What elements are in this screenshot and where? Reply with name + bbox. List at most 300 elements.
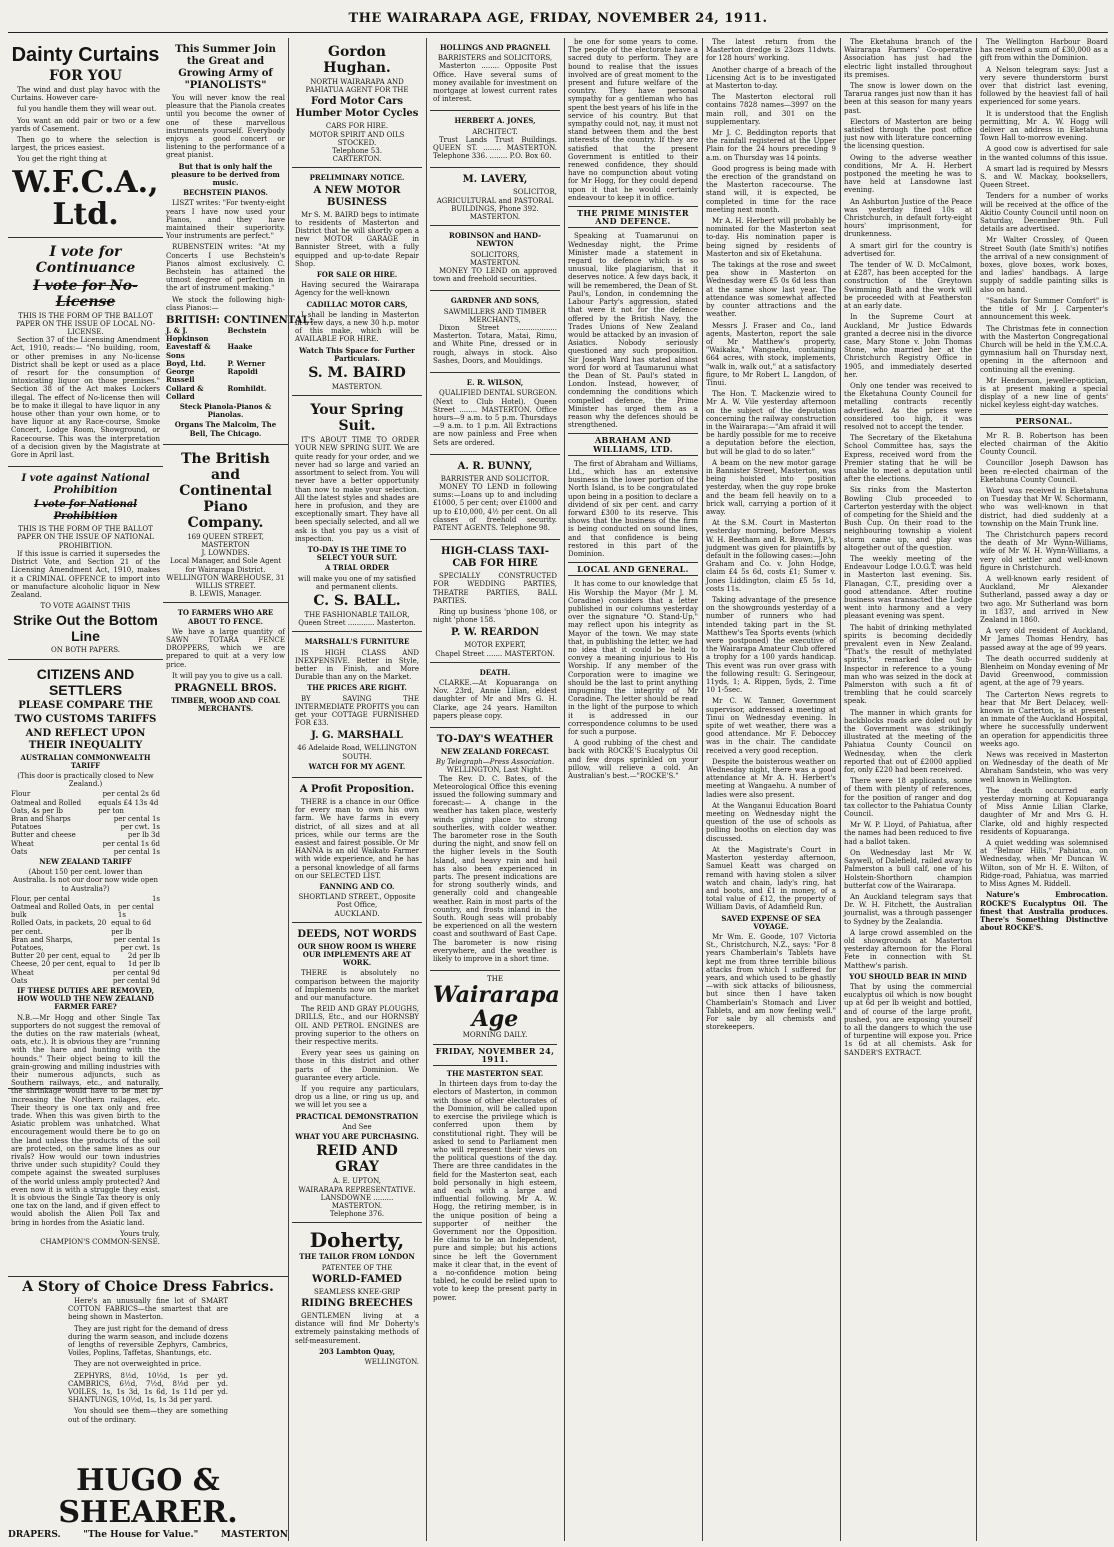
weather-place: WELLINGTON, Last Night.: [446, 766, 544, 775]
leader-continued: be one for some years to come. The people of the electorate have a sacred duty to perform. They are bound to realise that the issues involved are of great moment to the present and future welfare of the country. They have personal sympathy for a gentleman who has spent the best years of his life in the service of his country. But that sympathy could not, nay, it must not stand between them and the best interests of the country. If they are satisfied that the present Government is entitled to their renewed confidence, they should have no compunction about voting for Mr Hogg, for they could depend upon it that he would certainly endeavour to keep it in office.: [568, 38, 698, 202]
news-item: An Ashburton Justice of the Peace was yesterday fined 10s at Christchurch, in default forty-eight hours' imprisonment, for drunkenness.: [844, 197, 972, 239]
vote2-body: If this issue is carried it supersedes the District Vote, and Section 21 of the Licensing Amendment Act, 1910, makes it a CRIMINAL OFFENCE to import into or manufacture alcoholic liquor in New Zealand.: [11, 549, 160, 599]
news-item: A beam on the new motor garage in Bannister Street, Masterton, was being hoisted into position yesterday, when the guy rope broke and the beam fell heavily on to a brick wall, carrying a portion of it away.: [706, 458, 836, 516]
nz-tariff-row: [11, 903, 160, 919]
aus-tariff-row: [11, 799, 160, 815]
spring-suit-ad: [292, 396, 422, 632]
personal-item: The death occurred suddenly at Blenheim on Monday evening of Mr David Greenwood, commission agent, at the age of 79 years.: [980, 654, 1108, 688]
pianolists-ad: [163, 38, 314, 445]
news-item: In the Supreme Court at Auckland, Mr Justice Edwards granted a decree nisi in the divorce case, Mary Stone v. John Thomas Stone, who married her at the Christchurch Registry Office in 1905, and immediately deserted her.: [844, 313, 972, 379]
bunny-ad: [430, 455, 560, 540]
hughan-hire: CARS FOR HIRE.: [325, 122, 389, 131]
bc-lewis: B. LEWIS, Manager.: [189, 590, 262, 599]
rubenstein-quote: RUBENSTEIN writes: "At my Concerts I use Bechstein's Pianos almost exclusively. C. Bechstein has attained the utmost degree of perfection in the art of instrument making.": [166, 243, 285, 293]
robinson-body: MONEY TO LEND on approved town and freehold securities.: [433, 267, 557, 284]
tariff-item: Cheese, 20 per cent, equal to: [11, 960, 116, 969]
deeds-practical: PRACTICAL DEMONSTRATION: [295, 1111, 419, 1121]
nz-tariff-row: [11, 977, 160, 985]
personal-item: News was received in Masterton on Wednesday of the death of Mr Abraham Sandstein, who was very well known in Wellington.: [980, 751, 1108, 784]
news-item: An Auckland telegram says that Dr. W. H. Fitchett, the Australian journalist, was a through passenger to Sydney by the Zealandia.: [844, 892, 972, 926]
british-label: BRITISH:: [166, 315, 220, 327]
lavery-sub: SOLICITOR,: [513, 188, 557, 197]
baird-name: S. M. BAIRD: [308, 365, 406, 382]
news-item: Owing to the adverse weather conditions, Mr A. H. Herbert postponed the meeting he was to have held at Lansdowne last evening.: [844, 153, 972, 195]
tariff-rate: per cental 1s 6d: [102, 839, 160, 848]
news-item: The manner in which grants for backblocks roads are doled out by the Government was strikingly illustrated at the meeting of the Pahiatua County Council on Wednesday, when the clerk reported that out of £2000 applied for, only £220 had been received.: [844, 708, 972, 775]
pragnell-trade: TIMBER, WOOD AND COAL MERCHANTS.: [170, 695, 281, 714]
tariff-rate: 1d per lb: [127, 960, 160, 969]
deeds-sub: OUR SHOW ROOM IS WHERE OUR IMPLEMENTS ARE AT WORK.: [297, 941, 417, 968]
news-item: It is understood that the English permitting, Mr A. W. Hogg will deliver an address in Eketahuna Town Hall to-morrow evening.: [980, 109, 1108, 143]
hugo-drapers: DRAPERS.: [8, 1529, 61, 1540]
taxi-ad: [430, 540, 560, 663]
marshall-addr: 46 Adelaide Road, WELLINGTON SOUTH.: [297, 744, 417, 761]
hughan-ad: [292, 38, 422, 168]
vote2-form-note: THIS IS THE FORM OF THE BALLOT PAPER ON THE ISSUE OF NATIONAL PROHIBITION.: [17, 525, 154, 550]
news-item: Mr C. W. Tanner, Government supervisor, addressed a meeting at Tinui on Wednesday evening. In spite of wet weather, there was a good attendance. Mr F. Deboccey was in the chair. The candidate received a very good reception.: [706, 697, 836, 755]
bunny-sub: BARRISTER AND SOLICITOR.: [440, 474, 550, 483]
vote-against-title: I vote against National Prohibition: [21, 473, 150, 497]
both-papers: ON BOTH PAPERS.: [50, 646, 121, 655]
news-item: At the Magistrate's Court in Masterton yesterday afternoon, Samuel Keatt was charged on remand with having stolen a silver watch and chain, lady's ring, hat and boots, and £1 in money, of a total value of £12, the property of William Davis, of Adamfield Run.: [706, 845, 836, 912]
news-item: The Secretary of the Eketahuna School Committee has, says the Express, received word from the Premier stating that he will be unable to meet a deputation until after the elections.: [844, 434, 972, 484]
news-item: Tenders for a number of works will be received at the office of the Akitio County Council until noon on Saturday, December 9th. Full details are advertised.: [980, 192, 1108, 234]
death-notice: [430, 663, 560, 728]
curtains-sub: FOR YOU: [48, 68, 123, 84]
profit-title: A Profit Proposition.: [299, 783, 415, 795]
pianolists-bold: But that is only half the pleasure to be derived from music.: [171, 161, 280, 188]
marshall-agent: WATCH FOR MY AGENT.: [308, 761, 406, 771]
news-item: Six rinks from the Masterton Bowling Club proceeded to Carterton yesterday with the object of competing for the Shield and the Bush Cup. On their road to the neighbouring township a violent storm came up, and play was altogether out of the question.: [844, 486, 972, 552]
news-item: The Wellington Harbour Board has received a sum of £30,000 as a gift from within the Dominion.: [980, 38, 1108, 63]
fence-call: It will pay you to give us a call.: [172, 671, 283, 680]
hugo-shearer-name: HUGO & SHEARER.: [58, 1462, 238, 1530]
taxi-title: HIGH-CLASS TAXI-CAB FOR HIRE: [441, 546, 549, 570]
nz-tariff-list: [11, 895, 160, 985]
baird-cadillac: CADILLAC MOTOR CARS,: [306, 299, 408, 309]
dress-p2: They are just right for the demand of dress during the warm season, and include dozens of lengths of reversible Zephyrs, Cambrics, Voiles, Poplins, Taffetas, Shantungs, etc.: [68, 1324, 228, 1358]
wa-body: In thirteen days from to-day the electors of Masterton, in common with those of other electorates of the Dominion, will be called upon to exercise the privilege which is conferred upon them by constitutional right. They will be asked to send to Parliament men who will represent their views on the political questions of the day. There are three candidates in the field for the Masterton seat, each bold personally in high esteem, and each with a large and influential following. Mr A. W. Hogg, the retiring member, is in the unique position of being a supporter of neither the Government nor the Opposition. He claims to be an Independent, pure and simple; but his actions since he left the Government make it clear that, in the event of a no-confidence motion being tabled, he could be relied upon to vote to keep the present party in power.: [433, 1080, 557, 1302]
continental-label: CONTINENTAL:: [223, 315, 314, 327]
deeds-what: WHAT YOU ARE PURCHASING.: [295, 1132, 419, 1142]
steck-line: Steck Pianola-Pianos & Pianolas.: [179, 401, 272, 420]
baird-sale: FOR SALE OR HIRE.: [316, 270, 398, 280]
bc-wellington: WELLINGTON WAREHOUSE, 31 WILLIS STREET.: [166, 573, 285, 590]
reardon-name: P. W. REARDON: [451, 627, 539, 639]
news-item: A Nelson telegram says: Just a very severe thunderstorm burst over that district last evening, followed by the heaviest fall of hail experienced for some years.: [980, 65, 1108, 107]
marshall-ad: [292, 632, 422, 778]
wa-date: FRIDAY, NOVEMBER 24, 1911.: [433, 1044, 557, 1066]
robinson-ad: [430, 226, 560, 291]
piano-brand: J. & J. Hopkinson: [166, 326, 209, 344]
reid-gray-name: REID AND GRAY: [316, 1143, 398, 1176]
curtains-line: You get the right thing at: [17, 155, 107, 164]
upton-rep: WAIRARAPA REPRESENTATIVE. LANSDOWNE ......... MASTERTON.: [298, 1185, 416, 1210]
tariff-item: Bran and Sharps,: [11, 935, 73, 944]
fanning-town: AUCKLAND.: [334, 909, 380, 918]
tariff-rate: per cental 1s: [117, 902, 154, 920]
baird-watch: Watch This Space for Further Particulars.: [299, 345, 415, 363]
wa-title: Wairarapa Age: [433, 982, 560, 1033]
death-body: CLARKE.—At Kopuaranga on Nov. 23rd, Annie Lilian, eldest daughter of Mr and Mrs G. H. Clarke, age 24 years. Hamilton papers please copy.: [433, 678, 557, 720]
bc-lowndes: J. LOWNDES.: [201, 549, 250, 558]
dress-p3: They are not overweighted in price.: [74, 1360, 202, 1369]
curtains-line: ful you handle them they will wear out.: [17, 105, 157, 114]
news-item: The Masterton electoral roll contains 7828 names—3997 on the main roll, and 301 on the supplementary.: [706, 93, 836, 126]
personal-item: The Christchurch papers record the death of Mr Wynn-Williams, wife of Mr W. H. Wynn-Williams, a very old settler and well-known figure in Christchurch.: [980, 530, 1108, 572]
tariff-rate: equals £4 13s 4d per ton: [98, 798, 159, 815]
tariff-item: Bran and Sharps: [11, 814, 71, 823]
piano-brand: Bechstein: [227, 326, 267, 336]
abraham-body: The first of Abraham and Williams, Ltd., which has an extensive business in the lower portion of the North Island, is to be congratulated upon being in a position to declare a dividend of six per cent. and carry forward £300 to its reserve. This shows that the business of the firm is being conducted on sound lines, and that confidence is being restored in this part of the Dominion.: [568, 459, 699, 558]
news-item: The weekly meeting of the Endeavour Lodge I.O.G.T. was held in Masterton last evening. Sis. Flanagan, C.T., presiding over a good attendance. After routine business was transacted the Lodge went into harmony and a very pleasant evening was spent.: [844, 554, 972, 621]
expense-hd: SAVED EXPENSE OF SEA VOYAGE.: [721, 913, 821, 931]
baird-ad: [292, 168, 422, 396]
personal-item: Mr R. B. Robertson has been elected chairman of the Akitio County Council.: [980, 431, 1108, 457]
curtains-line: The wind and dust play havoc with the Curtains. However care-: [11, 86, 160, 103]
wfca-brand: W.F.C.A., Ltd.: [12, 164, 159, 232]
bc-local: Local Manager, and Sole Agent for Wairarapa District.: [169, 557, 282, 574]
citizens-reflect: AND REFLECT UPON THEIR INEQUALITY: [25, 727, 146, 751]
personal-item: A quiet wedding was solemnised at "Belmor Hills," Pahiatua, on Wednesday, when Mr Duncan W. Wilton, son of Mr H. E. Wilton, of Ridge-road, Pahiatua, was married to Miss Agnes M. Riddell.: [980, 839, 1108, 889]
baird-title: A NEW MOTOR BUSINESS: [313, 184, 401, 208]
news-item: At the Wanganui Education Board meeting on Wednesday night the question of the use of schools as polling booths on election day was discussed.: [706, 801, 836, 843]
suit-body: IT'S ABOUT TIME TO ORDER YOUR NEW SPRING SUIT. We are quite ready for your order, and we never had so large and varied an assortment to select from. You will never have a better opportunity than now to make your selection. All the latest styles and shades are here in profusion, and they are exceptionally smart. They have all been specially selected, and all we ask is that you pay us a visit of inspection.: [295, 436, 419, 543]
doherty-sub: THE TAILOR FROM LONDON: [299, 1252, 415, 1262]
citizens-title: CITIZENS AND SETTLERS: [36, 665, 135, 698]
tariff-item: Wheat: [11, 968, 34, 977]
local-body: It has come to our knowledge that His Worship the Mayor (Mr J. M. Coradine) considers that a letter published in our columns yesterday over the signature "O. Stand-Up," may reflect upon his integrity as Mayor of the town. We may state that, in publishing the letter, we had no idea that it could be held to convey a meaning injurious to His Worship. If any member of the Corporation were to imagine we should be the last to print anything impugning the integrity of Mr Coradine. The letter should be read in the light of the purpose to which it is addressed in our correspondence columns to be used for such a purpose.: [568, 580, 698, 737]
deeds-title: DEEDS, NOT WORDS: [297, 928, 417, 940]
news-item: Messrs J. Fraser and Co., land agents, Masterton, report the sale of Mr Matthew's property, "Waikaka," Wangaehu, containing 664 acres, with stock, implements, "walk in, walk out," at a satisfactory figure, to Mr Robert L. Langdon, of Tinui.: [706, 321, 836, 387]
tariff-item: Oats: [11, 976, 28, 985]
pianolists-title: This Summer Join the Great and Growing Army of "PIANOLISTS": [175, 44, 276, 91]
news-item: The Hon. T. Mackenzie wired to Mr A. W. Vile yesterday afternoon on the subject of the deputation concerning the railway construction in the Wairarapa:—"Am afraid it will be hardly possible for me to receive a deputation before the election, but will be glad to do so later.": [706, 390, 836, 456]
column-5: [568, 38, 698, 1541]
marshall-body2: BY SAVING THE INTERMEDIATE PROFITS you can get your COTTAGE FURNISHED FOR £33.: [295, 694, 419, 728]
vote-nolicense-struck: I vote for No-License: [33, 277, 138, 310]
marshall-body: IS HIGH CLASS AND INEXPENSIVE. Better in Style, better in Finish, and More Durable than any on the Market.: [295, 648, 419, 682]
news-item: Mr A. H. Herbert will probably be nominated for the Masterton seat to-day. His nomination paper is being signed by residents of Masterton and six of Eketahuna.: [706, 217, 836, 258]
bc-title: The British and Continental Piano Company.: [179, 450, 272, 531]
news-item: Mr J. C. Beddington reports that the rainfall registered at the Upper Plain for the 24 hours preceding 9 a.m. on Thursday was 14 points.: [706, 129, 836, 162]
curtains-title: Dainty Curtains: [11, 44, 160, 66]
marshall-prices: THE PRICES ARE RIGHT.: [307, 683, 407, 693]
tariff-rate: equal to 6d per lb: [111, 919, 152, 936]
suit-trial2: will make you one of my satisfied and permanent clients.: [298, 574, 416, 591]
pragnell-bros: PRAGNELL BROS.: [174, 682, 277, 694]
bechstein-title: BECHSTEIN PIANOS.: [183, 188, 268, 198]
news-item: Only one tender was received to the Eketahuna County Council for metalling contracts recently advertised. As the prices were considered too high, it was resolved not to accept the tender.: [844, 381, 972, 431]
upton-name: A. E. UPTON,: [333, 1177, 381, 1186]
aus-tariff-note: (This door is practically closed to New Zealand.): [17, 771, 154, 789]
pm-body: Speaking at Tuamarunui on Wednesday night, the Prime Minister made a statement in regard to defence which is so unusual, like plagiarism, that it deserves notice. A few days back, it will be remembered, the Dean of St. Paul's, London, in condemning the Labour Party's aggression, stated that were it not for the defence offered by the British Navy, the Trades Unions of New Zealand would be attacked by an invasion of Asiatics. Nobody seriously questioned any such proposition. Sir Joseph Ward has stated almost word for word at Taumarunui what the Dean of St. Paul's stated in London. Instead, however, of condemning the conditions which compelled defence, the Prime Minister has urged them as a reason why the defences should be strengthened.: [568, 232, 698, 430]
hughan-town: CARTERTON.: [332, 155, 382, 164]
nz-tariff-row: [11, 952, 160, 960]
citizens-sign: Yours truly,: [119, 1229, 160, 1238]
rocke-ad: Nature's Embrocation. ROCKE'S Eucalyptus Oil. The finest that Australia produces. There's Something Distinctive about ROCKE'S.: [980, 890, 1108, 933]
taxi-ring: Ring up business 'phone 108, or night 'phone 158.: [433, 607, 557, 625]
deeds-demo: If you require any particulars, drop us a line, or ring us up, and we will let you see a: [295, 1085, 419, 1110]
column-rule: [840, 38, 841, 1541]
jones-body: Trust Lands Trust Buildings. QUEEN ST. ........ MASTERTON. Telephone 336. ........ P.O. Box 60.: [433, 135, 557, 161]
news-item: The tender of W. D. McCalmont, at £287, has been accepted for the construction of the Greytown Swimming Bath and the work will be proceeded with at Featherston at an early date.: [844, 261, 972, 311]
citizens-ad: [8, 660, 163, 1247]
wairarapa-age-leader: [430, 971, 560, 1309]
column-rule: [702, 38, 703, 1541]
column-7: [844, 38, 972, 1541]
taxi-body: SPECIALLY CONSTRUCTED FOR WEDDING PARTIES, THEATRE PARTIES, BALL PARTIES.: [433, 572, 557, 605]
robinson-name: ROBINSON and HAND-NEWTON: [449, 231, 541, 249]
news-item: Another charge of a breach of the Licensing Act is to be investigated at Masterton to-day.: [706, 65, 836, 91]
baird-prelim: PRELIMINARY NOTICE.: [309, 173, 405, 183]
column-4: [430, 38, 560, 1541]
news-item: The takings at the rose and sweet pea show in Masterton on Wednesday were £5 0s 6d less than at the same show last year. The attendance was somewhat affected by counter attractions and the weather.: [706, 261, 836, 319]
dress-p1: Here's an unusually fine lot of SMART COTTON FABRICS—the smartest that are being shown in Masterton.: [68, 1297, 228, 1322]
nz-tariff-row: [11, 936, 160, 944]
piano-brand-row: [166, 343, 285, 359]
tariff-item: Rolled Oats, in packets, 20 per cent.: [11, 919, 107, 936]
tariff-rate: per cental 1s: [113, 814, 160, 823]
tariff-item: Wheat: [11, 839, 34, 848]
fence-body: We have a large quantity of SAWN TOTARA FENCE DROPPERS, which we are prepared to quit at a very low price.: [166, 627, 285, 669]
news-item: Mr Walter Crossley, of Queen Street South (late Smith's) notifies the arrival of a new consignment of boxes, glove boxes, work boxes, and ladies' handbags. A large supply of saddle painting silks is also on hand.: [980, 236, 1108, 294]
news-item: Despite the boisterous weather on Wednesday night, there was a good attendance at Mr A. H. Herbert's meeting at Wangaehu. A number of ladies were also present.: [706, 757, 836, 799]
jones-name: HERBERT A. JONES,: [454, 116, 536, 126]
baird-landing: I shall be landing in Masterton in a few days, a new 30 h.p. motor of this make, which will be AVAILABLE FOR HIRE.: [295, 310, 419, 344]
citizens-tariffs: TWO CUSTOMS TARIFFS: [14, 713, 157, 725]
bear-in-mind-hd: YOU SHOULD BEAR IN MIND: [849, 971, 967, 981]
pianolists-body: You will never know the real pleasure that the Pianola creates until you become the owner of one of these marvellous instruments yourself. Everybody enjoys a good concert or listening to the performance of a great pianist.: [166, 94, 285, 160]
citizens-body: N.B.—Mr Hogg and other Single Tax supporters do not suggest the removal of the duties on the raw materials (wheat, oats, etc.). It is obvious they are "running with the hare and hunting with the hounds." Their object being to kill the grain-growing and milling industries with their numerous adjuncts, such as Southern railways, etc., and naturally, the shrinkage would have to be met by increasing the Northern railages, etc. Their theory is one tax only and free trade. When this was given birth to the Asiatic problem was unhatched. What encouragement would there be to go on the land unless the products of the soil are protected, on the same lines as our rivals? How would our town industries thrive under such stupidity? Could they compete against the sweated surpluses of the world unless amply protected? And even now it is with a struggle they exist. It is obvious the Single Tax theory is only one tax on the land, and if given effect to would abolish the Alien Poll Tax and bring in hordes from the Asiatic land.: [11, 1013, 160, 1227]
tariff-item: Oatmeal and Rolled Oats, 4s per lb: [11, 798, 82, 815]
fence-title: TO FARMERS WHO ARE ABOUT TO FENCE.: [177, 608, 274, 626]
vote-form-note: THIS IS THE FORM OF THE BALLOT PAPER ON THE ISSUE OF LOCAL NO-LICENSE.: [15, 311, 156, 337]
news-item: "Sandals for Summer Comfort" is the title of Mr J. Carpenter's announcement this week.: [980, 296, 1108, 322]
tariff-item: Butter 20 per cent, equal to: [11, 952, 110, 961]
wilson-body: QUALIFIED DENTAL SURGEON. (Next to Club Hotel). Queen Street ........ MASTERTON. Office hours—9 a.m. to 5 p.m. Thursdays—9 a.m. to 1 p.m. All Extractions are now painless and Free when Sets are ordered.: [433, 389, 557, 447]
to-vote-against: TO VOTE AGAINST THIS: [40, 602, 131, 611]
news-item: A smart girl for the country is advertised for.: [844, 241, 972, 258]
nz-tariff-row: [11, 969, 160, 977]
deeds-body: THERE is absolutely no comparison between the majority of Implements now on the market and our manufacture.: [295, 969, 419, 1003]
dress-p4: ZEPHYRS, 8½d, 10½d, 1s per yd. CAMBRICS, 6½d, 7½d, 8½d per yd. VOILES, 1s, 1s 3d, 1s 6d, 1s 11d per yd. SHANTUNGS, 10½d, 1s, 1s 3d per yard.: [68, 1371, 228, 1405]
column-8: [980, 38, 1108, 1541]
news-item: The Christmas fete in connection with the Masterton Congregational Church will be held in the Y.M.C.A. gymnasium hall on Thursday next, opening in the afternoon and continuing all the evening.: [980, 324, 1108, 374]
vote-continuance-title: I vote for Continuance: [35, 243, 136, 276]
masthead: THE WAIRARAPA AGE, FRIDAY, NOVEMBER 24, 1911.: [8, 6, 1108, 33]
nz-tariff-row: [11, 944, 160, 952]
strike-out-title: Strike Out the Bottom Line: [13, 612, 158, 645]
aus-tariff-row: [11, 831, 160, 839]
tariff-rate: 1s: [151, 894, 160, 903]
aus-tariff-row: [11, 790, 160, 798]
death-hd: DEATH.: [479, 667, 511, 677]
piano-brand: Eavestaff & Sons: [166, 342, 211, 360]
newspaper-page: [8, 6, 1108, 1541]
news-item: The snow is lower down on the Tararua ranges just now than it has been at this season for many years past.: [844, 82, 972, 115]
piano-brand: Rapoldi: [227, 367, 258, 377]
tariff-rate: per cwt. 1s: [120, 823, 160, 832]
hughan-sub: NORTH WAIRARAPA AND PAHIATUA AGENT FOR THE: [305, 78, 409, 95]
nz-tariff-row: [11, 960, 160, 968]
news-item: The habit of drinking methylated spirits is becoming decidedly prevalent even in New Zealand. "That's the result of methylated spirits," remarked the Sub-Inspector in reference to a young man who was seized in the dock at Palmerston with such a fit of trembling that he could scarcely speak.: [844, 623, 972, 706]
tariff-item: Butter and cheese: [11, 831, 76, 840]
doherty-riding: RIDING BREECHES: [301, 1297, 413, 1309]
piano-brand-row: [166, 385, 285, 401]
fence-ad: [163, 603, 288, 719]
news-item: The latest return from the Masterton dredge is 23ozs 11dwts. for 128 hours' working.: [706, 38, 836, 63]
doherty-body: GENTLEMEN living at a distance will find Mr Doherty's extremely painstaking methods of self-measurement.: [295, 1311, 419, 1345]
news-item: At the S.M. Court in Masterton yesterday morning, before Messrs W. H. Beetham and R. Brown, J.P.'s, judgment was given for plaintiffs by default in the following cases:—John Graham and Co. v. John Hodge, claim £4 5s 6d, costs £1; Sumer v. Jones Liddington, claim £5 5s 1d, costs 11s.: [706, 519, 836, 593]
bunny-body: MONEY TO LEND in following sums:—Loans up to and including £1000, 5 per cent; over £1000 and up to £10,000, 4½ per cent. On all classes of freehold security. PATENT AGENTS. Telephone 98.: [433, 482, 557, 532]
hollings-sub: BARRISTERS and SOLICITORS,: [437, 54, 553, 63]
tariff-item: Flour: [11, 790, 31, 799]
nz-tariff-note: (About 150 per cent. lower than Australia. Is not our door now wide open to Australia?): [12, 868, 159, 893]
nz-tariff-row: [11, 919, 160, 935]
personal-item: A well-known early resident of Auckland, Mr Alexander Sutherland, passed away a day or two ago. Mr Sutherland was born in 1837, and arrived in New Zealand in 1860.: [980, 574, 1108, 624]
reardon-addr: Chapel Street ....... MASTERTON.: [435, 649, 555, 658]
wilson-name: E. R. WILSON,: [466, 378, 524, 388]
gardner-ad: [430, 291, 560, 373]
news-item: Mr W. P. Lloyd, of Pahiatua, after the names had been reduced to five had a ballot taken.: [844, 821, 972, 846]
csball-tag: THE FASHIONABLE TAILOR,: [304, 610, 410, 619]
personal-item: A very old resident of Auckland, Mr James Thomas Hendry, has passed away at the age of 99 years.: [980, 627, 1108, 652]
tariff-rate: per cwt. 1s: [120, 943, 160, 952]
baird-body: Mr S. M. BAIRD begs to intimate to residents of Masterton and District that he will shortly open a new MOTOR GARAGE in Bannister Street, with a fully equipped and up-to-date Repair Shop.: [295, 210, 419, 268]
profit-ad: [292, 778, 422, 923]
news-item: Mr Henderson, jeweller-optician, is at present making a special display of a new line of gents' nickel keyless eight-day watches.: [980, 376, 1108, 410]
tariff-rate: per cental 1s: [113, 847, 160, 856]
vote-prohibition-ad: [8, 467, 163, 659]
upton-phone: Telephone 376.: [329, 1210, 385, 1219]
personal-item: The Carterton News regrets to hear that Mr Bert Delacey, well-known in Carterton, is at present an inmate of the Auckland Hospital, where he successfully underwent an operation for appendicitis three weeks ago.: [980, 690, 1108, 748]
news-item: A large crowd assembled on the old showgrounds at Masterton yesterday afternoon for the Floral Fete in connection with St. Matthew's parish.: [844, 928, 972, 970]
robinson-town: MASTERTON.: [469, 258, 521, 267]
dress-p5: You should see them—they are something out of the ordinary.: [68, 1407, 228, 1424]
rocke-note: A good rubbing of the chest and back with ROCKE'S Eucalyptus Oil and few drops sprinkled on your pillow, will relieve a cold. An Australian's best.—"ROCKE'S.": [568, 739, 698, 781]
piano-brand: P. Werner: [227, 358, 266, 368]
wilson-ad: [430, 373, 560, 455]
bear-in-mind-body: That by using the commercial eucalyptus oil which is now bought up at 6d per lb weight and bottled, and of course of the large profit, pushed, you are exposing yourself to all the dangers to which the use of turpentine will expose you. Price 1s 6d at all chemists. Ask for SANDER'S EXTRACT.: [844, 982, 972, 1057]
liszt-quote: LISZT writes: "For twenty-eight years I have now used your Pianos, and they have maintained their superiority. Your instruments are perfect.": [166, 199, 285, 241]
aus-tariff-row: [11, 840, 160, 848]
vote-prohibition-struck: I vote for National Prohibition: [33, 499, 138, 523]
hollings-ad: [430, 38, 560, 111]
expense-body: Mr Wm. E. Goode, 107 Victoria St., Christchurch, N.Z., says: "For 8 years Chamberlain's Tablets have kept me from three terrible bilious attacks from which I suffered for years, and which used to be ghastly—with sick attacks of biliousness, but since then I have taken Chamberlain's Stomach and Liver Tablets, and am now feeling well." For sale by all chemists and storekeepers.: [706, 932, 836, 1032]
tariff-item: Oats: [11, 847, 28, 856]
column-rule: [288, 38, 289, 1541]
dress-title: A Story of Choice Dress Fabrics.: [22, 1279, 274, 1295]
dress-fabrics-section: [8, 1276, 288, 1541]
personal-item: Councillor Joseph Dawson has been re-elected chairman of the Eketahuna County Council.: [980, 459, 1108, 484]
vote-body: Section 37 of the Licensing Amendment Act, 1910, reads:— "No building, room, or other premises in any No-license District shall be kept or used as a place of resort for the consumption of intoxicating liquor on those premises." Section 38 of the Act makes Lockers illegal. The effect of No-license then will be to make it illegal to have liquor in any house other than your own home, or to have liquor at any Race-course, Smoke Concert, Lodge Room, Showground, or Racecourse. This was the interpretation of a decision given by the Magistrate at Gore in April last.: [11, 336, 160, 460]
british-continental-ad: [163, 445, 288, 604]
lavery-ad: [430, 168, 560, 226]
news-item: A good cow is advertised for sale in the wanted columns of this issue.: [980, 145, 1108, 162]
suit-title: Your Spring Suit.: [310, 402, 404, 435]
hugo-town: MASTERTON: [220, 1529, 288, 1540]
column-rule: [976, 38, 977, 1541]
news-item: There were 18 applicants, some of them with plenty of references, for the position of ranger and dog tax collector to the Pahiatua County Council.: [844, 777, 972, 819]
weather-title: TO-DAY'S WEATHER: [436, 733, 554, 745]
aus-tariff-list: [11, 790, 160, 856]
doherty-town: WELLINGTON.: [364, 1357, 419, 1366]
news-item: On Wednesday last Mr W. Saywell, of Dalefield, railed away to Palmerston a bull calf, one of his Holstein-Shorthorn champion butterfat cow of the Wairarapa.: [844, 848, 972, 890]
news-item: Good progress is being made with the erection of the grandstand on the Masterton racecourse. The stand will, it is expected, be completed in time for the race meeting next month.: [706, 164, 836, 214]
curtains-ad: [8, 38, 163, 238]
tariff-item: Oatmeal and Rolled Oats, in bulk: [11, 902, 111, 920]
local-title: LOCAL AND GENERAL.: [568, 562, 698, 576]
news-item: Taking advantage of the presence on the showgrounds yesterday of a number of runners who had intended taking part in the St. Matthew's Tea Sports events (which were postponed) the executive of the Wairarapa Amateur Club offered a trophy for a 100 yards handicap. This event was run over grass with the following result: G. Seringeour, 11yds, 1; A. Rippen, 5yds, 2. Time 10 1-5sec.: [706, 596, 836, 695]
marshall-title: MARSHALL'S FURNITURE: [304, 637, 410, 647]
citizens-sign-name: CHAMPION'S COMMON-SENSE.: [40, 1238, 160, 1247]
robinson-sub: SOLICITORS,: [470, 250, 520, 259]
weather-sub: NEW ZEALAND FORECAST.: [440, 746, 550, 756]
tariff-rate: per cental 2s 6d: [102, 790, 160, 799]
piano-brand: Boyd, Ltd.: [166, 358, 206, 368]
piano-brand: Romhildt.: [227, 383, 267, 393]
gardner-sub: SAWMILLERS AND TIMBER MERCHANTS,: [443, 307, 547, 324]
tariff-item: Potatoes,: [11, 943, 44, 952]
profit-body: THERE is a chance in our Office for every man to own his own farm. We have farms in every district, of all sizes and at all prices, while our terms are the easiest and fairest possible. Or Mr HANNA is an old Waikato Farmer with wide experience, and he has a personal knowledge of all farms on our SELECTED LIST.: [295, 797, 419, 880]
bc-addr: 169 QUEEN STREET, MASTERTON: [187, 532, 264, 549]
doherty-pat: PATENTEE OF THE: [321, 1263, 393, 1272]
piano-brand: Collard & Collard: [166, 383, 204, 401]
tariff-rate: per cental 9d: [112, 976, 160, 985]
tariff-rate: per lb 3d: [127, 831, 160, 840]
deeds-ad: [292, 923, 422, 1223]
deeds-ploughs: The REID AND GRAY PLOUGHS, DRILLS, Etc., and our HORNSBY OIL AND PETROL ENGINES are proving superior to the others on their respective merits.: [295, 1005, 419, 1047]
wa-the: THE: [487, 975, 503, 984]
tariff-item: Potatoes: [11, 823, 42, 832]
column-3: [292, 38, 422, 1541]
abraham-title: ABRAHAM AND WILLIAMS, LTD.: [568, 433, 698, 455]
baird-town: MASTERTON.: [331, 383, 383, 392]
deeds-body2: Every year sees us gaining on those in this district and other parts of the Dominion. We guarantee every article.: [295, 1049, 419, 1082]
deeds-and: And See: [342, 1122, 372, 1131]
piano-brands: [166, 327, 285, 401]
hughan-cars: Ford Motor Cars Humber Motor Cycles: [295, 96, 419, 120]
vote-continuance-ad: [8, 238, 163, 468]
marshall-name: J. G. MARSHALL: [311, 730, 403, 742]
csball-name: C. S. BALL.: [313, 592, 401, 609]
nz-tariff-row: [11, 895, 160, 903]
suit-today: TO-DAY IS THE TIME TO SELECT YOUR SUIT.: [307, 544, 407, 563]
doherty-addr: 203 Lambton Quay,: [319, 1346, 395, 1356]
hollings-name: HOLLINGS AND PRAGNELL: [439, 43, 551, 52]
piano-brand-row: [166, 368, 285, 384]
weather-article: [430, 728, 560, 971]
tariff-rate: per cental 1s: [113, 935, 160, 944]
tariff-rate: per cental 9d: [112, 968, 160, 977]
doherty-name: Doherty,: [309, 1228, 405, 1253]
csball-addr: Queen Street ............ Masterton.: [298, 619, 416, 628]
column-rule: [564, 38, 565, 1541]
baird-agency: Having secured the Wairarapa Agency for the well-known: [295, 281, 419, 298]
hughan-phone: Telephone 53.: [332, 147, 382, 156]
nz-tariff-title: NEW ZEALAND TARIFF: [39, 856, 132, 866]
hughan-spirit: MOTOR SPIRIT AND OILS STOCKED.: [309, 130, 405, 147]
suit-trial: A TRIAL ORDER: [324, 563, 390, 573]
gardner-body: Dixon Street .................. Masterton. Totara, Matai, Rimu, and White Pine, dressed or in rough, always in stock. Also Sashes, Doors, and Mouldings.: [433, 324, 557, 365]
curtains-line: You want an odd pair or two or a few yards of Casement.: [11, 116, 160, 133]
column-rule: [426, 38, 427, 1541]
duties-removed: IF THESE DUTIES ARE REMOVED, HOW WOULD THE NEW ZEALAND FARMER FARE?: [16, 986, 155, 1012]
hugo-tagline: "The House for Value.": [83, 1529, 199, 1540]
aus-tariff-row: [11, 848, 160, 856]
tariff-item: Flour, per cental: [11, 894, 70, 903]
